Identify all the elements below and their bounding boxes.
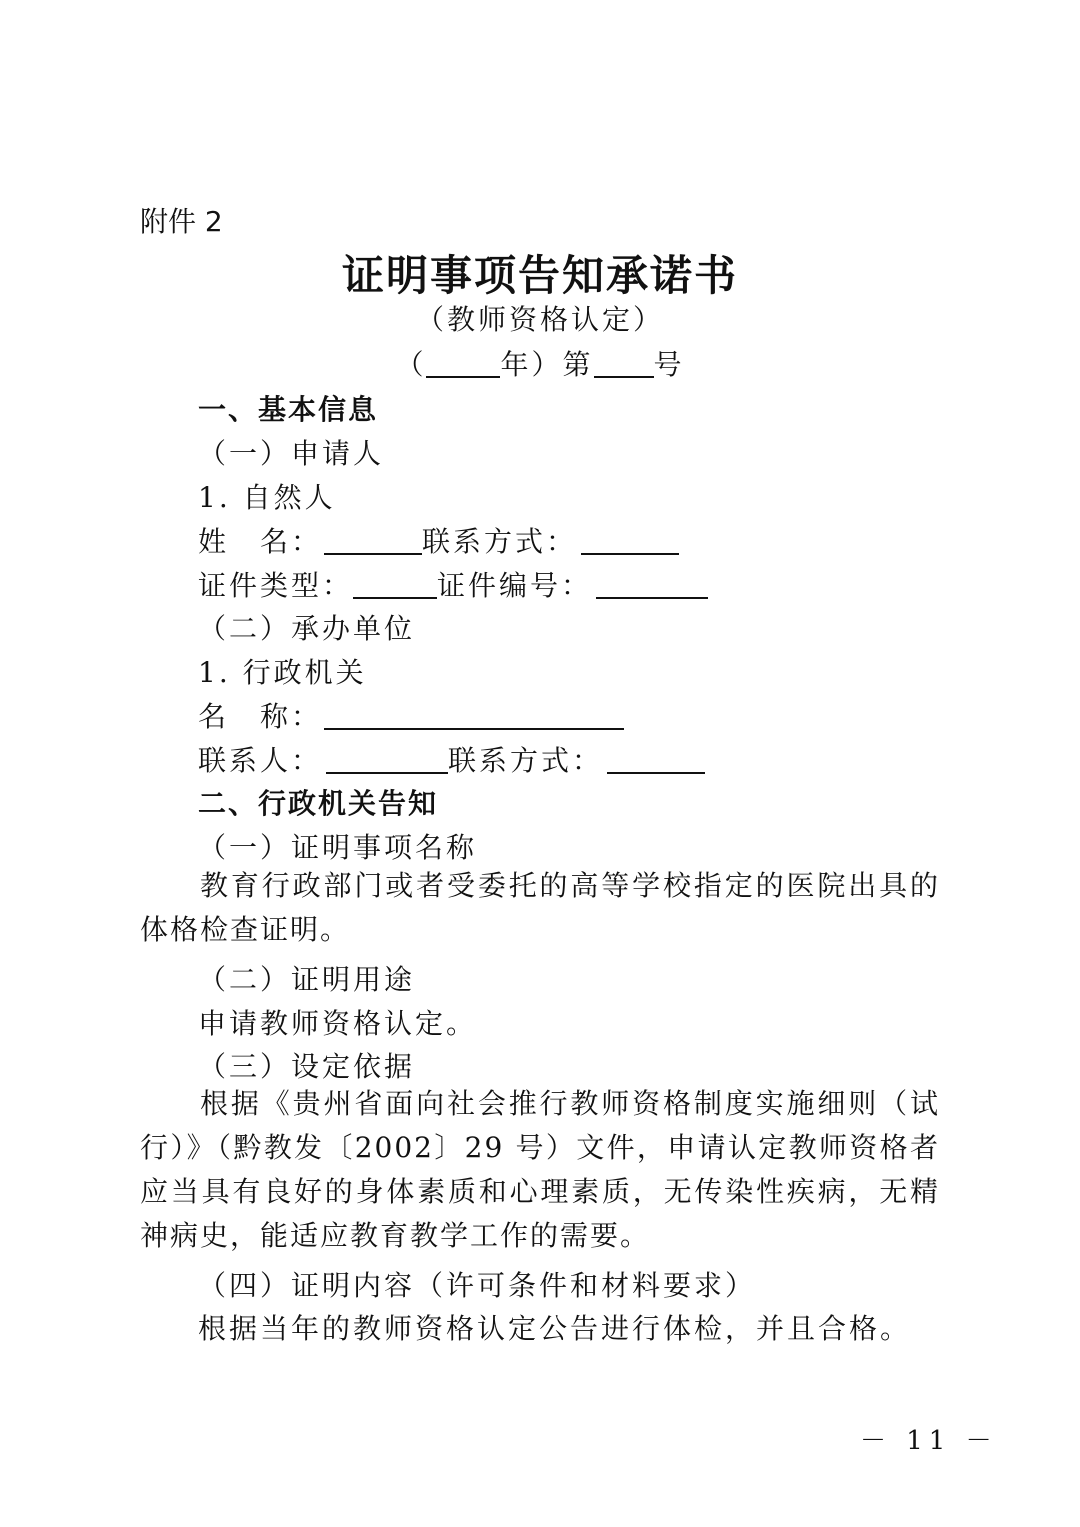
item2-heading: （二）证明用途	[198, 963, 416, 996]
document-number	[0, 343, 1080, 383]
attachment-label: 附件 2	[140, 205, 223, 238]
natural-person-heading: 1. 自然人	[198, 481, 336, 514]
applicant-id-row	[198, 564, 708, 604]
item1-text: 教育行政部门或者受委托的高等学校指定的医院出具的体格检查证明。	[140, 869, 940, 946]
applicant-name-blank[interactable]	[324, 527, 422, 555]
id-type-label: 证件类型：	[198, 569, 354, 602]
contact-person-label: 联系人：	[198, 744, 323, 777]
page-number: － 11 －	[860, 1426, 998, 1456]
agency-contact-row	[198, 739, 705, 779]
item2-text: 申请教师资格认定。	[198, 1007, 478, 1040]
agency-name-label: 名 称：	[198, 700, 323, 733]
applicant-contact-label: 联系方式：	[422, 525, 578, 558]
section-basic-heading: 一、基本信息	[198, 393, 379, 426]
document-title: 证明事项告知承诺书	[341, 251, 738, 300]
agency-name-blank[interactable]	[324, 702, 624, 730]
document-number-end: 号	[653, 348, 685, 381]
agency-contact-label: 联系方式：	[448, 744, 604, 777]
item3-text: 根据《贵州省面向社会推行教师资格制度实施细则（试行）》（黔教发〔2002〕29 号）文件，申请认定教师资格者应当具有良好的身体素质和心理素质，无传染性疾病，无精神病史，能适应教育教学工作的需要。	[140, 1087, 940, 1252]
id-type-blank[interactable]	[353, 571, 437, 599]
item4-text: 根据当年的教师资格认定公告进行体检，并且合格。	[198, 1312, 912, 1345]
applicant-name-row	[198, 520, 679, 560]
item1-heading: （一）证明事项名称	[198, 831, 478, 864]
applicant-contact-blank[interactable]	[581, 527, 679, 555]
document-number-open: （	[395, 348, 427, 381]
applicant-heading: （一）申请人	[198, 437, 385, 470]
unit-heading: （二）承办单位	[198, 612, 416, 645]
serial-blank[interactable]	[594, 350, 654, 378]
id-number-label: 证件编号：	[437, 569, 593, 602]
document-subtitle: （教师资格认定）	[415, 303, 664, 336]
section-notice-heading: 二、行政机关告知	[198, 787, 439, 820]
item4-heading: （四）证明内容（许可条件和材料要求）	[198, 1269, 757, 1302]
year-blank[interactable]	[426, 350, 500, 378]
agency-contact-blank[interactable]	[607, 746, 705, 774]
applicant-name-label: 姓 名：	[198, 525, 323, 558]
agency-heading: 1. 行政机关	[198, 656, 367, 689]
contact-person-blank[interactable]	[326, 746, 448, 774]
item3-heading: （三）设定依据	[198, 1050, 416, 1083]
agency-name-row	[198, 695, 624, 735]
document-number-year: 年）第	[500, 348, 594, 381]
id-number-blank[interactable]	[596, 571, 708, 599]
